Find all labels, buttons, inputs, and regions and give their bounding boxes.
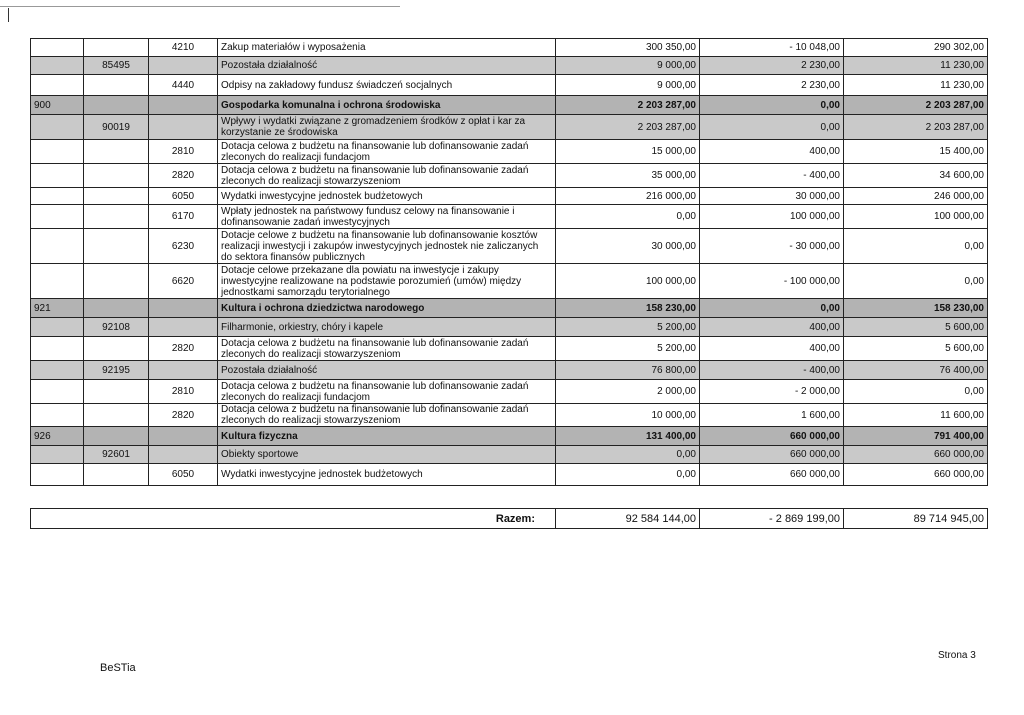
chapter-code [84, 205, 149, 229]
section-code [31, 140, 84, 164]
plan-amount: 9 000,00 [556, 57, 700, 75]
change-amount: 660 000,00 [700, 427, 844, 446]
item-description: Kultura fizyczna [218, 427, 556, 446]
chapter-code [84, 164, 149, 188]
chapter-code [84, 75, 149, 96]
paragraph-code [149, 299, 218, 318]
plan-amount: 5 200,00 [556, 318, 700, 337]
change-amount: 400,00 [700, 140, 844, 164]
summary-table [30, 508, 988, 529]
item-description: Filharmonie, orkiestry, chóry i kapele [218, 318, 556, 337]
after-change-amount: 0,00 [844, 264, 988, 299]
table-row [31, 229, 988, 264]
paragraph-code: 2820 [149, 337, 218, 361]
plan-amount: 15 000,00 [556, 140, 700, 164]
after-change-amount: 290 302,00 [844, 39, 988, 57]
table-row [31, 404, 988, 427]
paragraph-code: 6620 [149, 264, 218, 299]
paragraph-code: 4440 [149, 75, 218, 96]
table-row [31, 361, 988, 380]
table-row [31, 205, 988, 229]
section-code [31, 188, 84, 205]
change-amount: 1 600,00 [700, 404, 844, 427]
plan-amount: 9 000,00 [556, 75, 700, 96]
plan-amount: 5 200,00 [556, 337, 700, 361]
item-description: Dotacja celowa z budżetu na finansowanie lub dofinansowanie zadań zleconych do realizacji stowarzyszeniom [218, 404, 556, 427]
change-amount: 0,00 [700, 299, 844, 318]
table-row [31, 380, 988, 404]
item-description: Odpisy na zakładowy fundusz świadczeń socjalnych [218, 75, 556, 96]
summary-change: - 2 869 199,00 [700, 509, 844, 529]
section-code [31, 446, 84, 464]
chapter-code [84, 427, 149, 446]
page-number: Strona 3 [938, 650, 976, 661]
table-row [31, 264, 988, 299]
change-amount: 0,00 [700, 115, 844, 140]
paragraph-code [149, 361, 218, 380]
paragraph-code [149, 57, 218, 75]
chapter-code [84, 337, 149, 361]
item-description: Dotacja celowa z budżetu na finansowanie lub dofinansowanie zadań zleconych do realizacji stowarzyszeniom [218, 164, 556, 188]
paragraph-code: 6050 [149, 188, 218, 205]
table-row [31, 446, 988, 464]
section-code [31, 164, 84, 188]
chapter-code: 92601 [84, 446, 149, 464]
change-amount: - 10 048,00 [700, 39, 844, 57]
summary-row [31, 509, 988, 529]
section-code [31, 337, 84, 361]
item-description: Zakup materiałów i wyposażenia [218, 39, 556, 57]
summary-plan: 92 584 144,00 [556, 509, 700, 529]
after-change-amount: 11 600,00 [844, 404, 988, 427]
item-description: Kultura i ochrona dziedzictwa narodowego [218, 299, 556, 318]
change-amount: 2 230,00 [700, 57, 844, 75]
item-description: Wpływy i wydatki związane z gromadzeniem środków z opłat i kar za korzystanie ze środowiska [218, 115, 556, 140]
paragraph-code: 2810 [149, 380, 218, 404]
table-row [31, 299, 988, 318]
paragraph-code: 4210 [149, 39, 218, 57]
table-row [31, 57, 988, 75]
item-description: Wpłaty jednostek na państwowy fundusz celowy na finansowanie i dofinansowanie zadań inwestycyjnych [218, 205, 556, 229]
section-code [31, 39, 84, 57]
after-change-amount: 5 600,00 [844, 337, 988, 361]
plan-amount: 131 400,00 [556, 427, 700, 446]
top-border-line [0, 6, 400, 7]
after-change-amount: 660 000,00 [844, 446, 988, 464]
item-description: Pozostała działalność [218, 57, 556, 75]
plan-amount: 0,00 [556, 446, 700, 464]
table-row [31, 96, 988, 115]
item-description: Dotacja celowa z budżetu na finansowanie lub dofinansowanie zadań zleconych do realizacji fundacjom [218, 380, 556, 404]
plan-amount: 76 800,00 [556, 361, 700, 380]
section-code [31, 318, 84, 337]
section-code [31, 75, 84, 96]
item-description: Pozostała działalność [218, 361, 556, 380]
paragraph-code: 2810 [149, 140, 218, 164]
paragraph-code [149, 318, 218, 337]
plan-amount: 2 203 287,00 [556, 96, 700, 115]
table-row [31, 164, 988, 188]
paragraph-code: 6230 [149, 229, 218, 264]
section-code: 900 [31, 96, 84, 115]
chapter-code [84, 264, 149, 299]
change-amount: - 400,00 [700, 164, 844, 188]
after-change-amount: 0,00 [844, 229, 988, 264]
paragraph-code: 6170 [149, 205, 218, 229]
after-change-amount: 100 000,00 [844, 205, 988, 229]
change-amount: 660 000,00 [700, 446, 844, 464]
plan-amount: 30 000,00 [556, 229, 700, 264]
chapter-code [84, 404, 149, 427]
section-code [31, 57, 84, 75]
table-row [31, 464, 988, 486]
plan-amount: 2 000,00 [556, 380, 700, 404]
paragraph-code [149, 427, 218, 446]
budget-table-body [31, 39, 988, 486]
section-code [31, 115, 84, 140]
chapter-code [84, 229, 149, 264]
change-amount: - 100 000,00 [700, 264, 844, 299]
chapter-code [84, 140, 149, 164]
plan-amount: 158 230,00 [556, 299, 700, 318]
plan-amount: 2 203 287,00 [556, 115, 700, 140]
paragraph-code [149, 446, 218, 464]
section-code [31, 205, 84, 229]
section-code: 921 [31, 299, 84, 318]
item-description: Dotacja celowa z budżetu na finansowanie lub dofinansowanie zadań zleconych do realizacji fundacjom [218, 140, 556, 164]
chapter-code [84, 96, 149, 115]
change-amount: 100 000,00 [700, 205, 844, 229]
after-change-amount: 660 000,00 [844, 464, 988, 486]
paragraph-code [149, 96, 218, 115]
paragraph-code: 2820 [149, 404, 218, 427]
summary-after: 89 714 945,00 [844, 509, 988, 529]
plan-amount: 35 000,00 [556, 164, 700, 188]
chapter-code: 85495 [84, 57, 149, 75]
after-change-amount: 2 203 287,00 [844, 115, 988, 140]
chapter-code [84, 39, 149, 57]
after-change-amount: 11 230,00 [844, 75, 988, 96]
table-row [31, 39, 988, 57]
chapter-code: 90019 [84, 115, 149, 140]
chapter-code [84, 380, 149, 404]
change-amount: - 2 000,00 [700, 380, 844, 404]
chapter-code: 92195 [84, 361, 149, 380]
margin-tick [8, 8, 9, 22]
section-code [31, 404, 84, 427]
after-change-amount: 76 400,00 [844, 361, 988, 380]
after-change-amount: 34 600,00 [844, 164, 988, 188]
after-change-amount: 15 400,00 [844, 140, 988, 164]
item-description: Dotacje celowe z budżetu na finansowanie lub dofinansowanie kosztów realizacji inwestycji i zakupów inwestycyjnych jednostek nie zaliczanych do sektora finansów publicznych [218, 229, 556, 264]
after-change-amount: 11 230,00 [844, 57, 988, 75]
change-amount: 0,00 [700, 96, 844, 115]
change-amount: 2 230,00 [700, 75, 844, 96]
chapter-code [84, 299, 149, 318]
footer-software-name: BeSTia [100, 662, 136, 674]
item-description: Gospodarka komunalna i ochrona środowiska [218, 96, 556, 115]
budget-table [30, 38, 988, 486]
section-code [31, 361, 84, 380]
after-change-amount: 158 230,00 [844, 299, 988, 318]
after-change-amount: 246 000,00 [844, 188, 988, 205]
item-description: Wydatki inwestycyjne jednostek budżetowych [218, 464, 556, 486]
item-description: Dotacje celowe przekazane dla powiatu na inwestycje i zakupy inwestycyjne realizowane na podstawie porozumień (umów) między jednostkami samorządu terytorialnego [218, 264, 556, 299]
table-row [31, 427, 988, 446]
section-code [31, 380, 84, 404]
plan-amount: 216 000,00 [556, 188, 700, 205]
paragraph-code [149, 115, 218, 140]
section-code [31, 229, 84, 264]
plan-amount: 100 000,00 [556, 264, 700, 299]
table-row [31, 75, 988, 96]
plan-amount: 10 000,00 [556, 404, 700, 427]
item-description: Obiekty sportowe [218, 446, 556, 464]
item-description: Dotacja celowa z budżetu na finansowanie lub dofinansowanie zadań zleconych do realizacji stowarzyszeniom [218, 337, 556, 361]
plan-amount: 0,00 [556, 464, 700, 486]
change-amount: 30 000,00 [700, 188, 844, 205]
change-amount: 400,00 [700, 318, 844, 337]
chapter-code [84, 188, 149, 205]
section-code: 926 [31, 427, 84, 446]
table-row [31, 337, 988, 361]
chapter-code: 92108 [84, 318, 149, 337]
table-row [31, 115, 988, 140]
after-change-amount: 791 400,00 [844, 427, 988, 446]
section-code [31, 464, 84, 486]
after-change-amount: 5 600,00 [844, 318, 988, 337]
after-change-amount: 2 203 287,00 [844, 96, 988, 115]
plan-amount: 300 350,00 [556, 39, 700, 57]
after-change-amount: 0,00 [844, 380, 988, 404]
change-amount: - 30 000,00 [700, 229, 844, 264]
change-amount: 400,00 [700, 337, 844, 361]
table-row [31, 188, 988, 205]
paragraph-code: 6050 [149, 464, 218, 486]
change-amount: - 400,00 [700, 361, 844, 380]
table-row [31, 140, 988, 164]
paragraph-code: 2820 [149, 164, 218, 188]
change-amount: 660 000,00 [700, 464, 844, 486]
plan-amount: 0,00 [556, 205, 700, 229]
item-description: Wydatki inwestycyjne jednostek budżetowych [218, 188, 556, 205]
section-code [31, 264, 84, 299]
chapter-code [84, 464, 149, 486]
summary-label: Razem: [31, 509, 556, 529]
table-row [31, 318, 988, 337]
